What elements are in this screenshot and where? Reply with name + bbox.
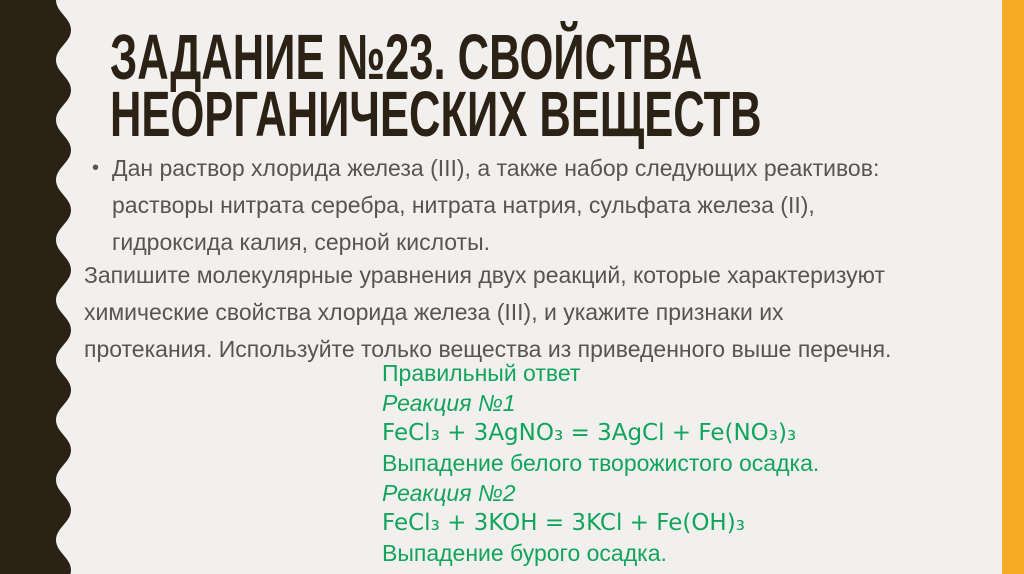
task-text-line-2: химические свойства хлорида железа (III), и укажите признаки их [84,299,784,325]
correct-answer-block [382,358,819,568]
task-text-line-3: протекания. Используйте только вещества из приведенного выше перечня. [84,336,892,362]
reaction-2-label: Реакция №2 [382,480,516,506]
accent-stripe [1002,0,1024,574]
bullet-text-line-3: гидроксида калия, серной кислоты. [112,229,491,255]
slide-title [110,21,762,150]
task-text [84,257,891,368]
reaction-2-equation: FeCl₃ + 3KOH = 3KCl + Fe(OH)₃ [382,510,745,536]
bullet-marker: • [92,157,100,179]
bullet-text-line-2: растворы нитрата серебра, нитрата натрия, сульфата железа (II), [112,192,815,218]
answer-heading: Правильный ответ [382,360,581,386]
slide-title-line-1: ЗАДАНИЕ №23. СВОЙСТВА [110,21,703,93]
task-text-line-1: Запишите молекулярные уравнения двух реакций, которые характеризуют [84,262,885,288]
bullet-text-line-1: Дан раствор хлорида железа (III), а также набор следующих реактивов: [112,155,880,181]
reaction-1-observation: Выпадение белого творожистого осадка. [382,450,820,476]
bullet-text [112,150,879,261]
slide-title-line-2: НЕОРГАНИЧЕСКИХ ВЕЩЕСТВ [110,78,762,150]
sidebar-wave-decoration [0,0,80,574]
reaction-1-label: Реакция №1 [382,390,516,416]
reaction-2-observation: Выпадение бурого осадка. [382,540,667,566]
reaction-1-equation: FeCl₃ + 3AgNO₃ = 3AgCl + Fe(NO₃)₃ [382,420,797,446]
